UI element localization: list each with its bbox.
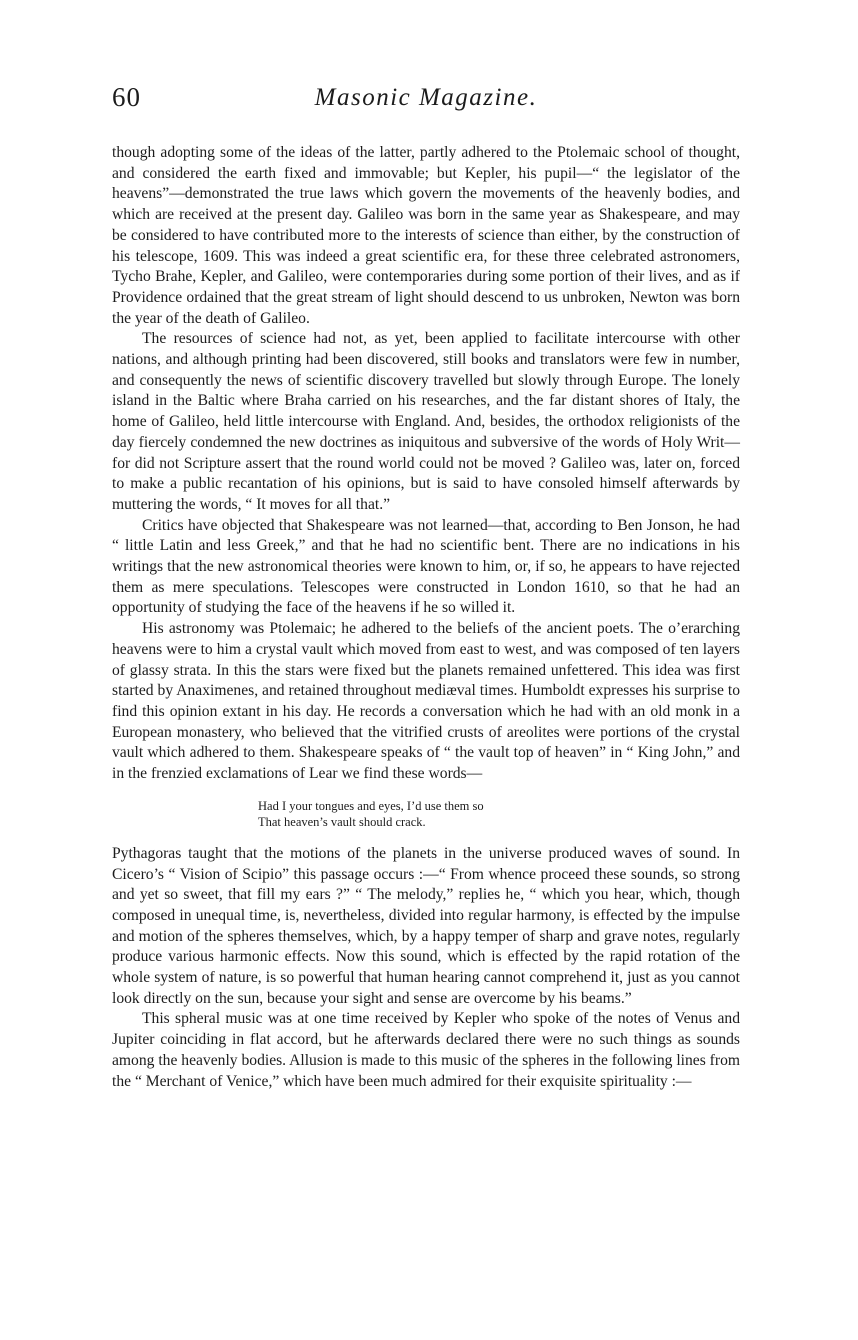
paragraph: His astronomy was Ptolemaic; he adhered to the beliefs of the ancient poets. The o’erarching heavens were to him a crystal vault which moved from east to west, and was composed of ten layers of glassy strata. In this the stars were fixed but the planets remained unfettered. This idea was first started by Anaximenes, and retained throughout mediæval times. Humboldt expresses his surprise to find this opinion extant in his day. He records a conversation which he had with an old monk in a European monastery, who believed that the vitrified crusts of areolites were portions of the crystal vault which adhered to them. Shakespeare speaks of “ the vault top of heaven” in “ King John,” and in the frenzied exclamations of Lear we find these words— (112, 620, 740, 783)
paragraph: The resources of science had not, as yet, been applied to facilitate intercourse with other nations, and although printing had been discovered, still books and translators were few in number, and consequently the news of scientific discovery travelled but slowly through Europe. The lonely island in the Baltic where Braha carried on his researches, and the far distant shores of Italy, the home of Galileo, held little intercourse with England. And, besides, the orthodox religionists of the day fiercely condemned the new doctrines as iniquitous and subversive of the words of Holy Writ—for did not Scripture assert that the round world could not be moved ? Galileo was, later on, forced to make a public recantation of his opinions, but is said to have consoled himself afterwards by muttering the words, “ It moves for all that.” (112, 330, 740, 513)
paragraph: Pythagoras taught that the motions of the planets in the universe produced waves of sound. In Cicero’s “ Vision of Scipio” this passage occurs :—“ From whence proceed these sounds, so strong and yet so sweet, that fill my ears ?” “ The melody,” replies he, “ which you hear, which, though composed in unequal time, is, nevertheless, divided into regular harmony, is effected by the impulse and motion of the spheres themselves, which, by a happy temper of sharp and grave notes, regularly produce various harmonic effects. Now this sound, which is effected by the rapid rotation of the whole system of nature, is so powerful that human hearing cannot comprehend it, just as you cannot look directly on the sun, because your sight and sense are overcome by his beams.” (112, 844, 740, 1007)
running-title: Masonic Magazine. (314, 84, 538, 111)
paragraph-continued: though adopting some of the ideas of the latter, partly adhered to the Ptolemaic school of thought, and considered the earth fixed and immovable; but Kepler, his pupil—“ the legislator of the heavens”—demonstrated the true laws which govern the movements of the heavenly bodies, and which are received at the present day. Galileo was born in the same year as Shakespeare, and may be considered to have contributed more to the interests of science than either, by the construction of his telescope, 1609. This was indeed a great scientific era, for these three celebrated astronomers, Tycho Brahe, Kepler, and Galileo, were contemporaries during some portion of their lives, and as if Providence ordained that the great stream of light should descend to us unbroken, Newton was born the year of the death of Galileo. (112, 144, 740, 327)
verse-quotation (258, 798, 740, 830)
paragraph: This spheral music was at one time received by Kepler who spoke of the notes of Venus and Jupiter coinciding in flat accord, but he afterwards declared there were no such things as sounds among the heavenly bodies. Allusion is made to this music of the spheres in the following lines from the “ Merchant of Venice,” which have been much admired for their exquisite spirituality :— (112, 1010, 740, 1090)
verse-line: That heaven’s vault should crack. (258, 814, 426, 829)
page-header (112, 82, 740, 122)
verse-line: Had I your tongues and eyes, I’d use them so (258, 798, 484, 813)
page-number: 60 (112, 82, 141, 112)
article-body (112, 143, 740, 1092)
paragraph: Critics have objected that Shakespeare was not learned—that, according to Ben Jonson, he had “ little Latin and less Greek,” and that he had no scientific bent. There are no indications in his writings that the new astronomical theories were known to him, or, if so, he appears to have rejected them as mere speculations. Telescopes were constructed in London 1610, so that he had an opportunity of studying the face of the heavens if he so willed it. (112, 516, 740, 617)
magazine-page (112, 82, 740, 1092)
